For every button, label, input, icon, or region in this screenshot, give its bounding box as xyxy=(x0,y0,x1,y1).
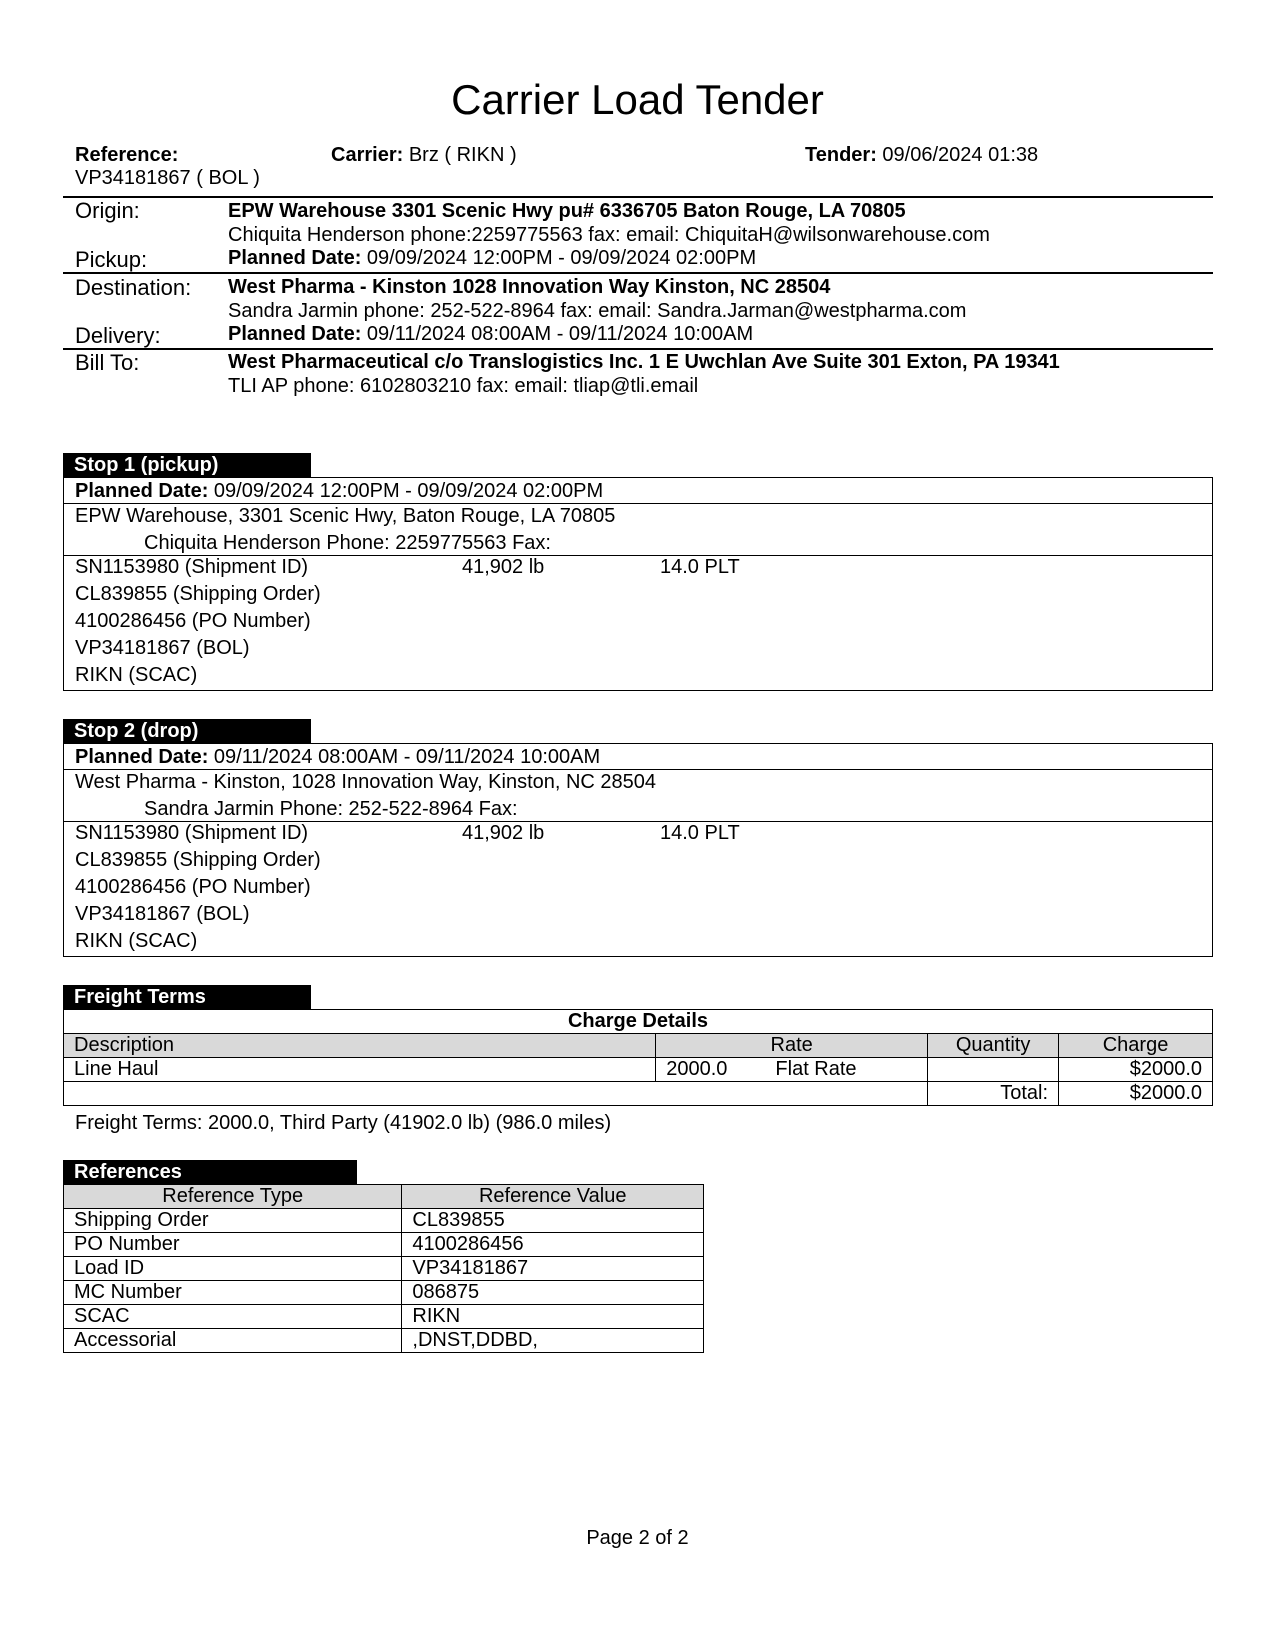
pickup-planned-label: Planned Date: xyxy=(228,247,362,269)
reference-row xyxy=(64,1305,704,1329)
stop-1-id: CL839855 (Shipping Order) xyxy=(75,583,321,605)
reference-type: Load ID xyxy=(64,1257,402,1281)
divider xyxy=(63,196,1213,198)
stop-2-weight: 41,902 lb xyxy=(462,822,545,844)
stop-1-title: Stop 1 (pickup) xyxy=(63,453,311,477)
col-reference-type: Reference Type xyxy=(64,1185,402,1209)
divider xyxy=(63,272,1213,274)
carrier-value: Brz ( RIKN ) xyxy=(408,144,517,166)
stop-2-planned-label: Planned Date: xyxy=(75,746,209,768)
charge-rate: 2000.0 xyxy=(666,1058,728,1080)
reference-type: Shipping Order xyxy=(64,1209,402,1233)
charge-total-spacer xyxy=(64,1082,928,1106)
divider xyxy=(63,348,1213,350)
pickup-planned xyxy=(228,247,756,270)
stop-1-address-row xyxy=(64,503,1212,555)
reference-value: 4100286456 xyxy=(402,1233,704,1257)
stop-2-id: 4100286456 (PO Number) xyxy=(75,876,311,898)
bill-to-name: West Pharmaceutical c/o Translogistics Inc. 1 E Uwchlan Ave Suite 301 Exton, PA 19341 xyxy=(228,351,1060,373)
col-quantity: Quantity xyxy=(928,1034,1059,1058)
charge-details-table xyxy=(63,1009,1213,1106)
charge-rate-cell xyxy=(656,1058,928,1082)
col-reference-value: Reference Value xyxy=(402,1185,704,1209)
page-number: Page 2 of 2 xyxy=(586,1527,689,1549)
reference-row xyxy=(64,1281,704,1305)
stop-2-id: RIKN (SCAC) xyxy=(75,930,198,952)
stop-1-id: 4100286456 (PO Number) xyxy=(75,610,311,632)
charge-header-row xyxy=(64,1034,1213,1058)
reference-value: VP34181867 xyxy=(402,1257,704,1281)
stop-2-id: SN1153980 (Shipment ID) xyxy=(75,822,309,844)
destination-name: West Pharma - Kinston 1028 Innovation Way Kinston, NC 28504 xyxy=(228,276,831,298)
reference-type: MC Number xyxy=(64,1281,402,1305)
bill-to-contact: TLI AP phone: 6102803210 fax: email: tliap@tli.email xyxy=(228,375,699,397)
pickup-label: Pickup: xyxy=(75,247,148,272)
charge-total-value: $2000.0 xyxy=(1059,1082,1213,1106)
tender-value: 09/06/2024 01:38 xyxy=(882,144,1039,166)
col-description: Description xyxy=(64,1034,656,1058)
stop-1-id: VP34181867 (BOL) xyxy=(75,637,250,659)
freight-terms-title: Freight Terms xyxy=(63,985,311,1009)
references-header-row xyxy=(64,1185,704,1209)
reference-type: Accessorial xyxy=(64,1329,402,1353)
stop-1-weight: 41,902 lb xyxy=(462,556,545,578)
references-title: References xyxy=(63,1160,357,1184)
reference-label: Reference: xyxy=(75,144,179,166)
stop-1-id: RIKN (SCAC) xyxy=(75,664,198,686)
tender-field xyxy=(805,144,1038,167)
stop-1-planned-label: Planned Date: xyxy=(75,480,209,502)
stop-1-contact: Chiquita Henderson Phone: 2259775563 Fax: xyxy=(144,532,551,554)
col-rate: Rate xyxy=(656,1034,928,1058)
origin-name: EPW Warehouse 3301 Scenic Hwy pu# 6336705 Baton Rouge, LA 70805 xyxy=(228,200,906,222)
references-table xyxy=(63,1184,704,1353)
origin-label: Origin: xyxy=(75,198,140,223)
delivery-planned-value: 09/11/2024 08:00AM - 09/11/2024 10:00AM xyxy=(366,323,754,345)
stop-2-pallets: 14.0 PLT xyxy=(660,822,740,844)
charge-quantity xyxy=(928,1058,1059,1082)
stop-1-pallets: 14.0 PLT xyxy=(660,556,740,578)
reference-value: ,DNST,DDBD, xyxy=(402,1329,704,1353)
reference-type: SCAC xyxy=(64,1305,402,1329)
charge-total-row xyxy=(64,1082,1213,1106)
origin-contact: Chiquita Henderson phone:2259775563 fax: email: ChiquitaH@wilsonwarehouse.com xyxy=(228,224,990,246)
document-title: Carrier Load Tender xyxy=(451,76,824,123)
charge-amount: $2000.0 xyxy=(1059,1058,1213,1082)
stop-1-address: EPW Warehouse, 3301 Scenic Hwy, Baton Rouge, LA 70805 xyxy=(75,505,616,527)
stop-2-address: West Pharma - Kinston, 1028 Innovation Way, Kinston, NC 28504 xyxy=(75,771,657,793)
stop-2-contact: Sandra Jarmin Phone: 252-522-8964 Fax: xyxy=(144,798,518,820)
tender-label: Tender: xyxy=(805,144,877,166)
stop-2-address-row xyxy=(64,769,1212,821)
destination-label: Destination: xyxy=(75,275,192,300)
reference-value: CL839855 xyxy=(402,1209,704,1233)
reference-value: VP34181867 ( BOL ) xyxy=(75,167,260,189)
stop-2-planned-value: 09/11/2024 08:00AM - 09/11/2024 10:00AM xyxy=(213,746,601,768)
stop-2-title: Stop 2 (drop) xyxy=(63,719,311,743)
freight-terms-text: Freight Terms: 2000.0, Third Party (41902.0 lb) (986.0 miles) xyxy=(75,1112,612,1134)
charge-details-title-row xyxy=(64,1010,1213,1034)
charge-rate-type: Flat Rate xyxy=(775,1058,857,1080)
stop-1-items-row xyxy=(64,555,1212,691)
carrier-label: Carrier: xyxy=(331,144,404,166)
stop-2-id: VP34181867 (BOL) xyxy=(75,903,250,925)
stop-2-id: CL839855 (Shipping Order) xyxy=(75,849,321,871)
pickup-planned-value: 09/09/2024 12:00PM - 09/09/2024 02:00PM xyxy=(366,247,757,269)
stop-1-box xyxy=(63,477,1213,691)
carrier-field xyxy=(331,144,517,167)
charge-description: Line Haul xyxy=(64,1058,656,1082)
charge-row xyxy=(64,1058,1213,1082)
reference-value: 086875 xyxy=(402,1281,704,1305)
stop-2-items-row xyxy=(64,821,1212,957)
destination-contact: Sandra Jarmin phone: 252-522-8964 fax: email: Sandra.Jarman@westpharma.com xyxy=(228,300,967,322)
reference-row xyxy=(64,1209,704,1233)
stop-1-planned-value: 09/09/2024 12:00PM - 09/09/2024 02:00PM xyxy=(213,480,604,502)
charge-total-label: Total: xyxy=(928,1082,1059,1106)
stop-2-box xyxy=(63,743,1213,957)
stop-2-planned-row xyxy=(64,744,1212,770)
reference-row xyxy=(64,1233,704,1257)
bill-to-label: Bill To: xyxy=(75,350,140,375)
stop-1-id: SN1153980 (Shipment ID) xyxy=(75,556,309,578)
delivery-planned xyxy=(228,323,753,346)
delivery-planned-label: Planned Date: xyxy=(228,323,362,345)
stop-1-planned-row xyxy=(64,478,1212,504)
delivery-label: Delivery: xyxy=(75,323,161,348)
charge-details-title: Charge Details xyxy=(64,1010,1213,1034)
reference-row xyxy=(64,1257,704,1281)
reference-row xyxy=(64,1329,704,1353)
col-charge: Charge xyxy=(1059,1034,1213,1058)
reference-value: RIKN xyxy=(402,1305,704,1329)
reference-type: PO Number xyxy=(64,1233,402,1257)
